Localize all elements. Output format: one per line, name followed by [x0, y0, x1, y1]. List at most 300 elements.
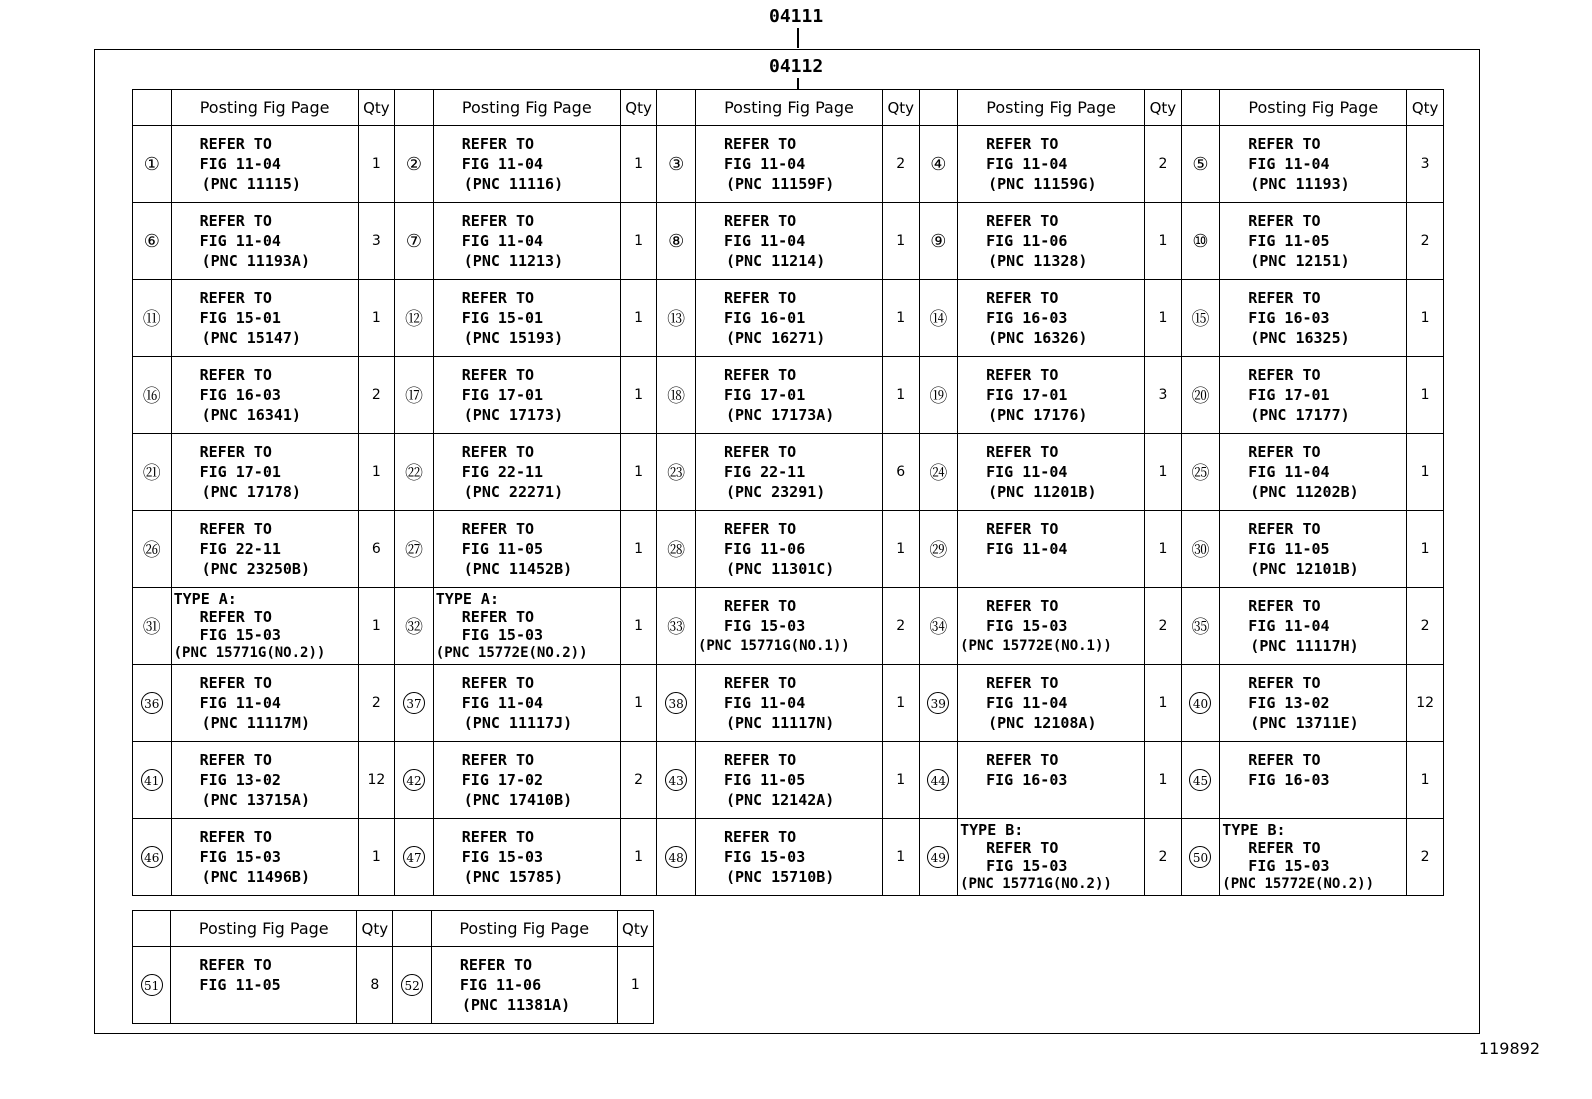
- quantity: 3: [358, 203, 395, 280]
- posting-fig-page: [1220, 203, 1407, 280]
- item-number: [1181, 665, 1220, 742]
- table-row: [133, 280, 1444, 357]
- item-number: [919, 665, 958, 742]
- quantity: 1: [1145, 665, 1182, 742]
- reference-line: (PNC 11381A): [461, 996, 571, 1014]
- item-number-label: 38: [665, 692, 687, 714]
- posting-fig-page: [433, 511, 620, 588]
- item-number: [395, 511, 434, 588]
- quantity: 2: [620, 742, 657, 819]
- posting-fig-page: [695, 357, 882, 434]
- posting-fig-page: [695, 203, 882, 280]
- posting-fig-page: [433, 742, 620, 819]
- item-number: [1181, 280, 1220, 357]
- table-row: [133, 665, 1444, 742]
- header-posting-fig-page: Posting Fig Page: [433, 90, 620, 126]
- posting-fig-page: [1220, 665, 1407, 742]
- reference-line: REFER TO: [199, 674, 272, 692]
- posting-fig-page: [171, 357, 358, 434]
- posting-fig-page: [958, 819, 1145, 896]
- reference-line: REFER TO: [986, 839, 1059, 857]
- reference-line: FIG 17-02: [461, 771, 544, 789]
- reference-line: FIG 15-01: [199, 309, 281, 327]
- reference-line: (PNC 11328): [988, 252, 1088, 270]
- type-label: TYPE B:: [1222, 821, 1286, 839]
- reference-line: (PNC 11159G): [988, 175, 1097, 193]
- reference-line: REFER TO: [461, 828, 535, 846]
- header-qty: Qty: [357, 911, 393, 947]
- reference-line: (PNC 17173): [463, 406, 564, 424]
- header-posting-fig-page: Posting Fig Page: [1220, 90, 1407, 126]
- item-number-label: 46: [141, 846, 163, 868]
- quantity: 2: [1145, 588, 1182, 665]
- quantity: 1: [620, 280, 657, 357]
- posting-fig-page: [958, 511, 1145, 588]
- reference-line: FIG 11-06: [723, 540, 806, 558]
- item-number-label: ㉑: [142, 463, 161, 484]
- item-number: [919, 280, 958, 357]
- reference-line: FIG 16-01: [723, 309, 806, 327]
- item-number: [133, 511, 172, 588]
- reference-line: FIG 15-03: [461, 848, 544, 866]
- item-number-label: ⑰: [404, 386, 423, 407]
- reference-line: REFER TO: [199, 608, 272, 626]
- reference-line: [960, 559, 1144, 579]
- posting-fig-page: [695, 511, 882, 588]
- item-number: [919, 511, 958, 588]
- header-number-cell: [1181, 90, 1220, 126]
- item-number: [919, 819, 958, 896]
- header-qty: Qty: [620, 90, 657, 126]
- reference-line: FIG 11-04: [723, 232, 806, 250]
- quantity: 2: [882, 588, 919, 665]
- quantity: 3: [1145, 357, 1182, 434]
- header-posting-fig-page: Posting Fig Page: [958, 90, 1145, 126]
- item-number: [1181, 203, 1220, 280]
- reference-line: REFER TO: [723, 212, 797, 230]
- reference-line: REFER TO: [986, 366, 1059, 384]
- reference-line: FIG 16-03: [986, 771, 1068, 789]
- quantity: 3: [1407, 126, 1444, 203]
- quantity: 1: [882, 357, 919, 434]
- reference-line: FIG 11-04: [461, 694, 544, 712]
- reference-line: (PNC 11193): [1250, 175, 1350, 193]
- item-number: [133, 947, 171, 1024]
- reference-line: REFER TO: [1248, 520, 1321, 538]
- header-qty: Qty: [882, 90, 919, 126]
- main-reference-code: 04111: [769, 6, 824, 27]
- header-qty: Qty: [1407, 90, 1444, 126]
- quantity: 2: [1145, 126, 1182, 203]
- quantity: 2: [1407, 819, 1444, 896]
- item-number-label: ⑥: [143, 230, 160, 252]
- reference-line: (PNC 11496B): [201, 868, 310, 886]
- item-number-label: ④: [930, 153, 947, 175]
- header-number-cell: [919, 90, 958, 126]
- item-number: [919, 742, 958, 819]
- item-number: [919, 126, 958, 203]
- sub-reference-code: 04112: [769, 56, 824, 77]
- reference-line: (PNC 22271): [463, 483, 564, 501]
- item-number: [1181, 511, 1220, 588]
- item-number: [919, 434, 958, 511]
- reference-line: REFER TO: [459, 956, 533, 974]
- reference-line: FIG 11-04: [986, 694, 1068, 712]
- reference-line: FIG 11-04: [1248, 155, 1330, 173]
- posting-fig-page: [433, 665, 620, 742]
- item-number: [133, 126, 172, 203]
- item-number-label: ⑮: [1191, 309, 1210, 330]
- item-number-label: ③: [668, 153, 685, 175]
- item-number-label: ⑩: [1192, 230, 1209, 252]
- item-number-label: 48: [665, 846, 687, 868]
- reference-line: (PNC 11117N): [725, 714, 835, 732]
- quantity: 1: [1407, 357, 1444, 434]
- item-number-label: 44: [927, 769, 949, 791]
- reference-line: REFER TO: [986, 751, 1059, 769]
- reference-line: REFER TO: [986, 674, 1059, 692]
- quantity: 1: [1407, 434, 1444, 511]
- item-number: [657, 511, 696, 588]
- header-number-cell: [393, 911, 431, 947]
- quantity: 1: [358, 126, 395, 203]
- type-label: TYPE A:: [173, 590, 237, 608]
- reference-line: FIG 17-01: [199, 463, 281, 481]
- posting-fig-page: [171, 126, 358, 203]
- reference-line: REFER TO: [199, 751, 272, 769]
- posting-fig-page: [958, 434, 1145, 511]
- header-qty: Qty: [1145, 90, 1182, 126]
- item-number: [657, 819, 696, 896]
- posting-fig-page: [695, 126, 882, 203]
- reference-line: FIG 15-03: [723, 617, 806, 635]
- reference-line: FIG 15-03: [199, 848, 281, 866]
- header-number-cell: [133, 911, 171, 947]
- quantity: 12: [1407, 665, 1444, 742]
- reference-line: FIG 11-04: [461, 232, 544, 250]
- quantity: 1: [620, 434, 657, 511]
- item-number: [657, 434, 696, 511]
- quantity: 1: [620, 126, 657, 203]
- reference-line: (PNC 11159F): [725, 175, 835, 193]
- item-number: [657, 742, 696, 819]
- item-number-label: ⑭: [929, 309, 948, 330]
- reference-line: REFER TO: [199, 135, 272, 153]
- item-number-label: 49: [927, 846, 949, 868]
- table-header-row: [133, 911, 654, 947]
- item-number-label: ㉕: [1191, 463, 1210, 484]
- posting-fig-page: [1220, 742, 1407, 819]
- parts-reference-table: [132, 89, 1444, 896]
- illustration-number: 119892: [1478, 1039, 1540, 1058]
- reference-line: FIG 11-05: [461, 540, 544, 558]
- reference-line: REFER TO: [723, 443, 797, 461]
- quantity: 1: [620, 665, 657, 742]
- posting-fig-page: [958, 588, 1145, 665]
- quantity: 1: [1407, 280, 1444, 357]
- posting-fig-page: [433, 203, 620, 280]
- item-number-label: ⑯: [142, 386, 161, 407]
- item-number: [657, 357, 696, 434]
- header-posting-fig-page: Posting Fig Page: [171, 90, 358, 126]
- item-number-label: ⑱: [667, 386, 686, 407]
- reference-line: FIG 13-02: [1248, 694, 1330, 712]
- reference-line: REFER TO: [723, 366, 797, 384]
- item-number: [657, 665, 696, 742]
- quantity: 1: [882, 665, 919, 742]
- reference-line: [173, 995, 356, 1015]
- reference-line: FIG 15-03: [723, 848, 806, 866]
- item-number-label: ㉟: [1191, 617, 1210, 638]
- reference-line: (PNC 12108A): [988, 714, 1097, 732]
- posting-fig-page: [171, 203, 358, 280]
- reference-line: (PNC 11452B): [463, 560, 573, 578]
- type-label: TYPE B:: [960, 821, 1024, 839]
- item-number-label: ㉛: [142, 617, 161, 638]
- reference-line: FIG 11-04: [1248, 463, 1330, 481]
- reference-line: (PNC 15193): [463, 329, 564, 347]
- item-number: [657, 280, 696, 357]
- reference-line: (PNC 11117M): [201, 714, 310, 732]
- reference-line: (PNC 16341): [201, 406, 301, 424]
- quantity: 1: [1145, 511, 1182, 588]
- quantity: 1: [882, 511, 919, 588]
- reference-line: REFER TO: [723, 597, 797, 615]
- header-posting-fig-page: Posting Fig Page: [695, 90, 882, 126]
- item-number-label: ⑧: [668, 230, 685, 252]
- quantity: 1: [882, 280, 919, 357]
- posting-fig-page: [695, 434, 882, 511]
- reference-line: (PNC 15771G(NO.2)): [173, 645, 326, 661]
- quantity: 2: [1407, 203, 1444, 280]
- item-number-label: 41: [141, 769, 163, 791]
- reference-line: REFER TO: [461, 608, 535, 626]
- quantity: 1: [620, 819, 657, 896]
- quantity: 1: [617, 947, 653, 1024]
- reference-line: FIG 17-01: [723, 386, 806, 404]
- reference-line: FIG 16-03: [1248, 771, 1330, 789]
- reference-line: FIG 15-03: [1248, 857, 1330, 875]
- posting-fig-page: [695, 280, 882, 357]
- reference-line: FIG 16-03: [199, 386, 281, 404]
- reference-line: (PNC 13711E): [1250, 714, 1359, 732]
- reference-line: REFER TO: [1248, 366, 1321, 384]
- reference-line: (PNC 16325): [1250, 329, 1350, 347]
- table-row: [133, 357, 1444, 434]
- item-number: [395, 588, 434, 665]
- item-number-label: 36: [141, 692, 163, 714]
- quantity: 6: [882, 434, 919, 511]
- item-number: [919, 203, 958, 280]
- table-header-row: [133, 90, 1444, 126]
- header-number-cell: [395, 90, 434, 126]
- reference-line: REFER TO: [1248, 597, 1321, 615]
- item-number-label: ㉙: [929, 540, 948, 561]
- reference-line: REFER TO: [461, 674, 535, 692]
- table-row: [133, 742, 1444, 819]
- reference-line: (PNC 15771G(NO.2)): [960, 876, 1112, 892]
- item-number: [393, 947, 431, 1024]
- reference-line: (PNC 16326): [988, 329, 1088, 347]
- posting-fig-page: [1220, 588, 1407, 665]
- item-number-label: ㉞: [929, 617, 948, 638]
- posting-fig-page: [958, 742, 1145, 819]
- reference-line: REFER TO: [986, 135, 1059, 153]
- reference-line: (PNC 15785): [463, 868, 564, 886]
- item-number: [133, 819, 172, 896]
- posting-fig-page: [171, 434, 358, 511]
- reference-line: FIG 11-05: [723, 771, 806, 789]
- reference-line: (PNC 11213): [463, 252, 564, 270]
- quantity: 2: [1407, 588, 1444, 665]
- posting-fig-page: [433, 434, 620, 511]
- reference-line: REFER TO: [723, 520, 797, 538]
- item-number-label: ⑳: [1191, 386, 1210, 407]
- reference-line: (PNC 15710B): [725, 868, 835, 886]
- reference-line: FIG 13-02: [199, 771, 281, 789]
- posting-fig-page: [958, 126, 1145, 203]
- item-number: [395, 434, 434, 511]
- table-row: [133, 434, 1444, 511]
- reference-line: REFER TO: [461, 135, 535, 153]
- reference-line: FIG 16-03: [1248, 309, 1330, 327]
- reference-line: (PNC 15771G(NO.1)): [697, 638, 850, 654]
- reference-line: REFER TO: [199, 366, 272, 384]
- quantity: 1: [620, 588, 657, 665]
- item-number: [1181, 742, 1220, 819]
- quantity: 1: [1145, 280, 1182, 357]
- posting-fig-page: [433, 280, 620, 357]
- posting-fig-page: [171, 665, 358, 742]
- item-number-label: ㉓: [667, 463, 686, 484]
- posting-fig-page: [171, 588, 358, 665]
- reference-line: (PNC 23291): [725, 483, 826, 501]
- quantity: 1: [358, 588, 395, 665]
- quantity: 1: [1145, 434, 1182, 511]
- item-number: [657, 203, 696, 280]
- reference-line: REFER TO: [199, 289, 272, 307]
- reference-line: REFER TO: [199, 956, 272, 974]
- reference-line: (PNC 11202B): [1250, 483, 1359, 501]
- posting-fig-page: [695, 742, 882, 819]
- item-number: [1181, 819, 1220, 896]
- reference-line: REFER TO: [199, 520, 272, 538]
- table-row: [133, 819, 1444, 896]
- posting-fig-page: [1220, 819, 1407, 896]
- reference-line: (PNC 13715A): [201, 791, 310, 809]
- item-number-label: ㉜: [404, 617, 423, 638]
- reference-line: REFER TO: [723, 135, 797, 153]
- item-number-label: ①: [143, 153, 160, 175]
- reference-line: (PNC 17173A): [725, 406, 835, 424]
- reference-line: (PNC 17177): [1250, 406, 1350, 424]
- posting-fig-page: [958, 280, 1145, 357]
- item-number-label: ⑦: [405, 230, 423, 252]
- posting-fig-page: [171, 280, 358, 357]
- posting-fig-page: [433, 588, 620, 665]
- item-number: [395, 819, 434, 896]
- item-number: [657, 126, 696, 203]
- reference-line: REFER TO: [723, 674, 797, 692]
- header-posting-fig-page: Posting Fig Page: [171, 911, 357, 947]
- item-number: [395, 665, 434, 742]
- header-number-cell: [133, 90, 172, 126]
- item-number-label: 47: [403, 846, 425, 868]
- reference-line: REFER TO: [723, 289, 797, 307]
- item-number-label: ㉒: [404, 463, 423, 484]
- reference-line: FIG 11-04: [199, 232, 281, 250]
- reference-line: FIG 11-04: [199, 155, 281, 173]
- posting-fig-page: [433, 357, 620, 434]
- posting-fig-page: [958, 357, 1145, 434]
- item-number: [395, 126, 434, 203]
- posting-fig-page: [695, 665, 882, 742]
- item-number: [657, 588, 696, 665]
- reference-line: (PNC 16271): [725, 329, 826, 347]
- posting-fig-page: [431, 947, 617, 1024]
- quantity: 1: [358, 434, 395, 511]
- reference-line: REFER TO: [461, 520, 535, 538]
- quantity: 1: [1145, 742, 1182, 819]
- reference-line: (PNC 23250B): [201, 560, 310, 578]
- item-number: [133, 434, 172, 511]
- item-number: [1181, 434, 1220, 511]
- reference-line: FIG 11-04: [723, 694, 806, 712]
- item-number: [395, 742, 434, 819]
- item-number: [133, 665, 172, 742]
- reference-line: REFER TO: [723, 751, 797, 769]
- item-number: [919, 588, 958, 665]
- posting-fig-page: [171, 819, 358, 896]
- item-number-label: ⑪: [142, 309, 161, 330]
- posting-fig-page: [1220, 511, 1407, 588]
- quantity: 1: [882, 819, 919, 896]
- item-number-label: 45: [1189, 769, 1211, 791]
- item-number-label: 37: [403, 692, 425, 714]
- reference-line: FIG 15-01: [461, 309, 544, 327]
- quantity: 1: [620, 203, 657, 280]
- item-number-label: 52: [401, 974, 423, 996]
- quantity: 8: [357, 947, 393, 1024]
- reference-line: FIG 11-04: [986, 540, 1068, 558]
- quantity: 6: [358, 511, 395, 588]
- posting-fig-page: [695, 588, 882, 665]
- reference-line: REFER TO: [986, 289, 1059, 307]
- reference-line: FIG 15-03: [986, 857, 1068, 875]
- reference-line: FIG 17-01: [461, 386, 544, 404]
- reference-line: (PNC 15772E(NO.2)): [1222, 876, 1375, 892]
- quantity: 2: [882, 126, 919, 203]
- reference-line: (PNC 11301C): [725, 560, 835, 578]
- reference-line: FIG 15-03: [986, 617, 1068, 635]
- reference-line: [960, 790, 1144, 810]
- item-number: [133, 280, 172, 357]
- quantity: 1: [620, 357, 657, 434]
- reference-line: REFER TO: [1248, 212, 1321, 230]
- reference-line: FIG 11-05: [1248, 232, 1330, 250]
- item-number: [919, 357, 958, 434]
- reference-line: (PNC 11193A): [201, 252, 310, 270]
- reference-line: REFER TO: [461, 212, 535, 230]
- reference-line: REFER TO: [199, 212, 272, 230]
- quantity: 1: [1407, 511, 1444, 588]
- reference-line: FIG 22-11: [199, 540, 281, 558]
- item-number-label: ②: [405, 153, 423, 175]
- item-number-label: 42: [403, 769, 425, 791]
- item-number-label: 51: [141, 974, 163, 996]
- posting-fig-page: [695, 819, 882, 896]
- quantity: 1: [1145, 203, 1182, 280]
